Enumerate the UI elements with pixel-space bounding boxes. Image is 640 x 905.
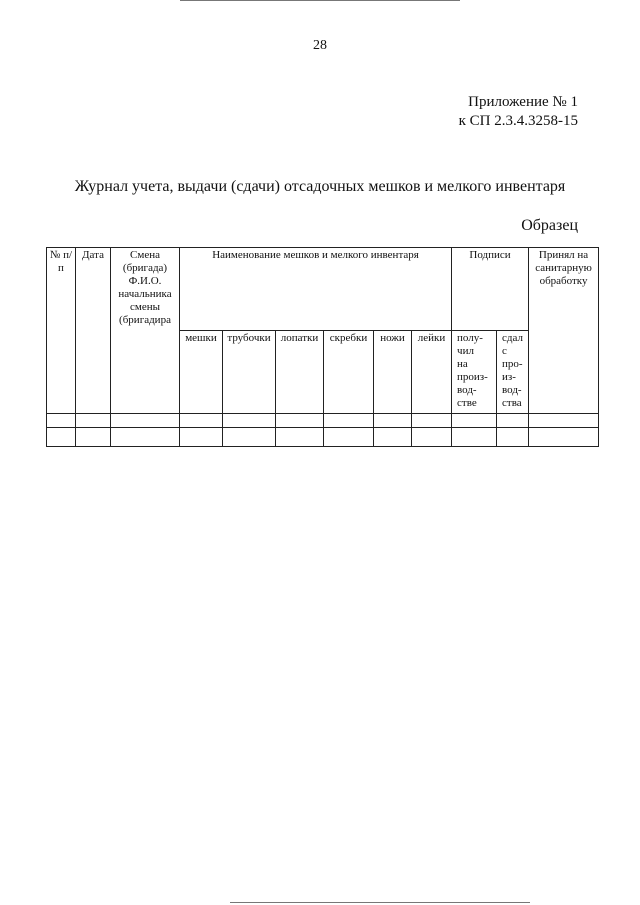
sig-handed-line: про- — [502, 358, 523, 370]
header-sig-received — [452, 331, 497, 414]
sig-handed-line: из- — [502, 371, 516, 383]
table-row — [47, 414, 599, 428]
header-item-knives: ножи — [374, 331, 412, 414]
sig-received-line: произ- — [457, 371, 488, 383]
sig-handed-line: ства — [502, 397, 522, 409]
appendix-line-2: к СП 2.3.4.3258-15 — [458, 113, 578, 129]
header-shift: Смена (бригада) Ф.И.О. начальника смены (бригадира — [111, 248, 180, 414]
sig-handed-line: с — [502, 345, 507, 357]
journal-table — [46, 247, 599, 447]
document-title: Журнал учета, выдачи (сдачи) отсадочных мешков и мелкого инвентаря — [74, 178, 566, 195]
header-item-scrapers: скребки — [324, 331, 374, 414]
sig-received-line: чил — [457, 345, 474, 357]
sig-received-line: вод- — [457, 384, 477, 396]
header-accepted: Принял на санитарную обработку — [529, 248, 599, 414]
scan-edge-bottom — [230, 902, 530, 903]
scan-edge-top — [180, 0, 460, 1]
page-number: 28 — [313, 38, 327, 53]
sig-handed-line: сдал — [502, 332, 523, 344]
header-row-1 — [47, 248, 599, 331]
header-item-spatulas: лопатки — [276, 331, 324, 414]
header-item-cans: лейки — [412, 331, 452, 414]
header-date: Дата — [76, 248, 111, 414]
header-item-bags: мешки — [180, 331, 223, 414]
header-sig-handed — [497, 331, 529, 414]
header-signatures: Подписи — [452, 248, 529, 331]
sig-received-line: на — [457, 358, 468, 370]
table-row — [47, 428, 599, 447]
appendix-reference — [459, 93, 578, 131]
sample-label: Образец — [521, 217, 578, 234]
header-num: № п/п — [47, 248, 76, 414]
appendix-line-1: Приложение № 1 — [468, 94, 578, 110]
sig-handed-line: вод- — [502, 384, 522, 396]
sig-received-line: стве — [457, 397, 477, 409]
sig-received-line: полу- — [457, 332, 483, 344]
header-items-group: Наименование мешков и мелкого инвентаря — [180, 248, 452, 331]
header-item-tubes: трубочки — [223, 331, 276, 414]
